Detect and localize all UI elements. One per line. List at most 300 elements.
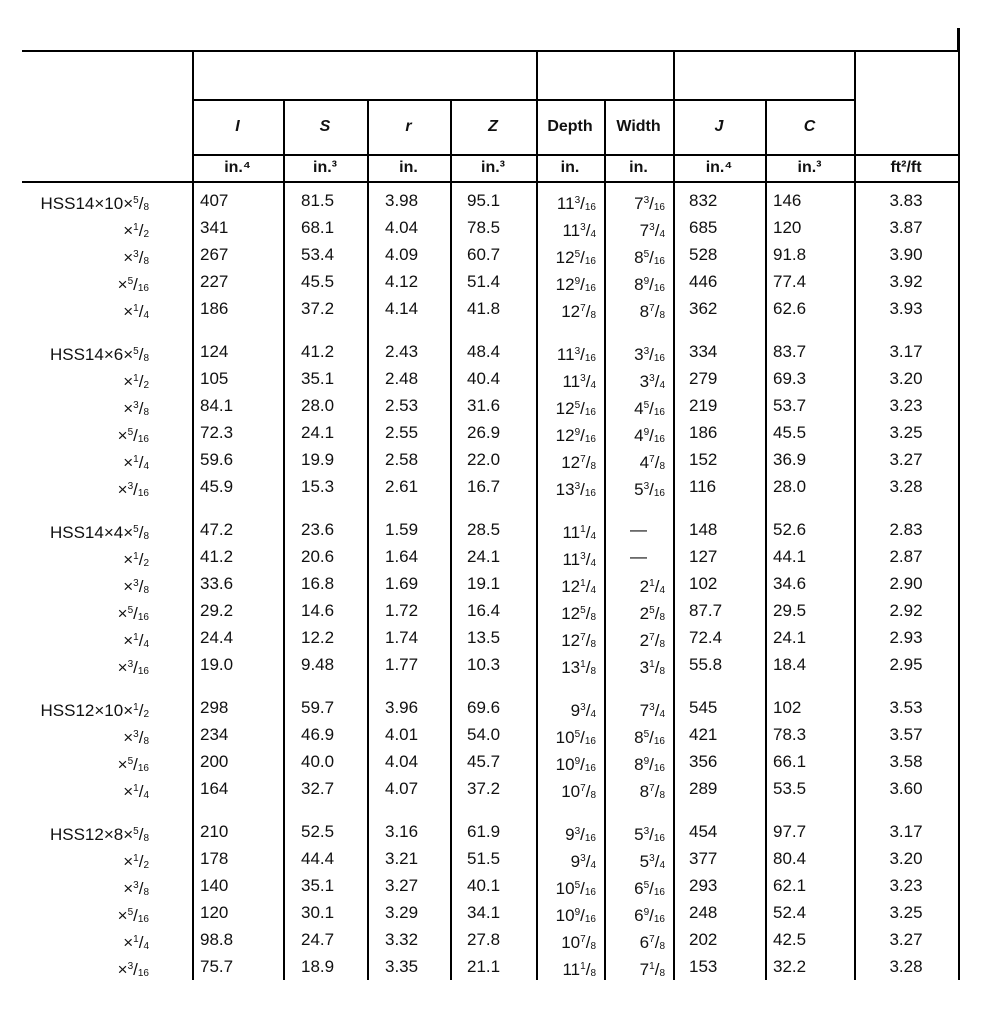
cell-r: 4.07 [385,779,419,798]
cell-I: 33.6 [200,574,234,593]
cell-Z: 34.1 [467,903,501,922]
cell-Z: 28.5 [467,520,501,539]
cell-Z: 13.5 [467,628,501,647]
cell-I: 105 [200,369,229,388]
cell-depth: $11^3/_{16}$ [556,345,596,364]
cell-depth: $12^7/_8$ [561,453,596,472]
cell-Z: 45.7 [467,752,501,771]
cell-I: 45.9 [200,477,234,496]
cell-I: 210 [200,822,229,841]
cell-Z: 10.3 [467,655,501,674]
cell-Z: 16.4 [467,601,501,620]
cell-r: 3.32 [385,930,419,949]
cell-area: 3.20 [889,849,923,868]
cell-area: 3.58 [889,752,923,771]
cell-width: $8^5/_{16}$ [634,248,665,267]
shape-cell: $\times^5/_{16}$ [117,906,149,925]
cell-J: 202 [689,930,718,949]
cell-C: 44.1 [773,547,807,566]
cell-S: 9.48 [301,655,335,674]
cell-depth: $12^7/_8$ [561,302,596,321]
cell-C: 53.5 [773,779,807,798]
cell-r: 4.12 [385,272,419,291]
cell-r: 1.69 [385,574,419,593]
cell-C: 120 [773,218,802,237]
cell-area: 3.25 [889,423,923,442]
cell-I: 84.1 [200,396,234,415]
cell-I: 234 [200,725,229,744]
cell-width: $8^9/_{16}$ [634,275,665,294]
cell-width: — [630,547,647,566]
symbol-rule [192,154,958,156]
cell-J: 377 [689,849,718,868]
cell-J: 685 [689,218,718,237]
table-row [0,520,958,547]
cell-I: 164 [200,779,229,798]
top-rule [22,50,958,52]
cell-J: 186 [689,423,718,442]
cell-area: 3.57 [889,725,923,744]
shape-cell: $\times^3/_{16}$ [117,960,149,979]
cell-C: 66.1 [773,752,807,771]
cell-area: 3.23 [889,876,923,895]
table-row [0,903,958,930]
cell-depth: $12^5/_{16}$ [555,248,596,267]
column-symbol: r [405,118,412,135]
cell-S: 45.5 [301,272,335,291]
cell-area: 2.95 [889,655,923,674]
cell-r: 4.14 [385,299,419,318]
cell-Z: 37.2 [467,779,501,798]
cell-r: 1.64 [385,547,419,566]
cell-J: 334 [689,342,718,361]
table-row [0,477,958,504]
cell-depth: $10^9/_{16}$ [555,906,596,925]
cell-J: 152 [689,450,718,469]
column-unit: in.³ [313,159,337,176]
cell-depth: $12^1/_4$ [561,577,596,596]
shape-cell: $HSS12\times 8\times^5/_8$ [49,825,149,844]
cell-C: 24.1 [773,628,807,647]
cell-depth: $11^3/_{16}$ [556,194,596,213]
cell-I: 98.8 [200,930,234,949]
table-row [0,822,958,849]
shape-cell: $\times^3/_8$ [123,728,149,747]
column-unit: in.⁴ [705,159,733,176]
cell-area: 3.60 [889,779,923,798]
cell-J: 362 [689,299,718,318]
cell-J: 545 [689,698,718,717]
cell-r: 3.27 [385,876,419,895]
table-row [0,698,958,725]
table-row [0,655,958,682]
cell-J: 102 [689,574,718,593]
header-bottom-rule [22,181,958,183]
cell-r: 2.61 [385,477,419,496]
cell-width: $5^3/_{16}$ [634,480,665,499]
cell-width: $7^3/_{16}$ [634,194,665,213]
table-row [0,423,958,450]
cell-r: 3.98 [385,191,419,210]
cell-J: 72.4 [689,628,723,647]
shape-cell: $HSS14\times 10\times^5/_8$ [40,194,149,213]
cell-Z: 26.9 [467,423,501,442]
cell-J: 832 [689,191,718,210]
cell-r: 4.04 [385,218,419,237]
cell-area: 3.28 [889,957,923,976]
column-symbol: Width [616,118,661,135]
table-row [0,272,958,299]
shape-cell: $HSS12\times 10\times^1/_2$ [40,701,149,720]
cell-I: 124 [200,342,229,361]
cell-Z: 69.6 [467,698,501,717]
cell-J: 289 [689,779,718,798]
cell-area: 3.23 [889,396,923,415]
cell-Z: 51.4 [467,272,501,291]
shape-cell: $\times^5/_{16}$ [117,604,149,623]
shape-cell: $\times^5/_{16}$ [117,755,149,774]
cell-area: 3.92 [889,272,923,291]
table-row [0,218,958,245]
cell-I: 120 [200,903,229,922]
cell-S: 24.1 [301,423,335,442]
cell-C: 91.8 [773,245,807,264]
cell-width: $7^1/_8$ [639,960,665,979]
cell-I: 227 [200,272,229,291]
column-unit: in.⁴ [224,159,251,176]
cell-C: 18.4 [773,655,807,674]
cell-area: 3.20 [889,369,923,388]
cell-depth: $12^9/_{16}$ [555,275,596,294]
shape-cell: $\times^1/_4$ [123,933,149,952]
table-row [0,930,958,957]
cell-C: 62.1 [773,876,807,895]
cell-Z: 95.1 [467,191,501,210]
cell-C: 62.6 [773,299,807,318]
cell-I: 140 [200,876,229,895]
table-row [0,779,958,806]
cell-J: 153 [689,957,718,976]
cell-I: 341 [200,218,229,237]
cell-S: 24.7 [301,930,335,949]
cell-depth: $9^3/_4$ [570,701,596,720]
cell-S: 35.1 [301,369,335,388]
shape-cell: $\times^1/_4$ [123,631,149,650]
cell-width: $7^3/_4$ [639,221,665,240]
cell-S: 32.7 [301,779,335,798]
cell-depth: $10^7/_8$ [561,782,596,801]
cell-width: $5^3/_{16}$ [634,825,665,844]
cell-width: $4^7/_8$ [639,453,665,472]
cell-width: $3^1/_8$ [639,658,665,677]
table-row [0,450,958,477]
cell-I: 75.7 [200,957,234,976]
cell-depth: $13^3/_{16}$ [555,480,596,499]
cell-S: 35.1 [301,876,335,895]
cell-Z: 31.6 [467,396,501,415]
shape-cell: $\times^3/_{16}$ [117,658,149,677]
column-symbol: S [319,118,331,135]
cell-J: 219 [689,396,718,415]
cell-J: 55.8 [689,655,723,674]
cell-Z: 22.0 [467,450,501,469]
cell-depth: $10^9/_{16}$ [555,755,596,774]
cell-width: $8^9/_{16}$ [634,755,665,774]
cell-r: 3.21 [385,849,419,868]
column-unit: in.³ [481,159,505,176]
cell-width: — [630,520,647,539]
cell-width: $3^3/_{16}$ [634,345,665,364]
cell-Z: 16.7 [467,477,501,496]
cell-C: 83.7 [773,342,807,361]
column-unit: in.³ [797,159,822,176]
cell-C: 97.7 [773,822,807,841]
cell-area: 2.87 [889,547,923,566]
table-row [0,299,958,326]
shape-cell: $HSS14\times 4\times^5/_8$ [49,523,149,542]
cell-S: 44.4 [301,849,335,868]
cell-Z: 48.4 [467,342,501,361]
cell-area: 3.93 [889,299,923,318]
cell-C: 53.7 [773,396,807,415]
column-unit: in. [399,159,418,176]
cell-I: 59.6 [200,450,234,469]
cell-C: 28.0 [773,477,807,496]
shape-cell: $\times^1/_4$ [123,302,149,321]
cell-J: 279 [689,369,718,388]
cell-C: 29.5 [773,601,807,620]
column-symbol: Z [488,118,498,135]
cell-area: 2.92 [889,601,923,620]
cell-depth: $11^1/_8$ [562,960,596,979]
cell-S: 59.7 [301,698,335,717]
cell-width: $8^5/_{16}$ [634,728,665,747]
cell-width: $2^5/_8$ [639,604,665,623]
cell-area: 3.27 [889,930,923,949]
cell-depth: $12^9/_{16}$ [555,426,596,445]
cell-J: 116 [689,477,717,496]
table-row [0,752,958,779]
shape-cell: $\times^5/_{16}$ [117,275,149,294]
cell-C: 36.9 [773,450,807,469]
cell-area: 3.83 [889,191,923,210]
cell-area: 2.83 [889,520,923,539]
column-symbol: I [235,118,240,135]
cell-S: 40.0 [301,752,335,771]
cell-Z: 27.8 [467,930,501,949]
cell-C: 42.5 [773,930,807,949]
cell-Z: 54.0 [467,725,501,744]
cell-depth: $12^5/_8$ [561,604,596,623]
cell-I: 407 [200,191,229,210]
cell-C: 45.5 [773,423,807,442]
cell-r: 2.58 [385,450,419,469]
cell-C: 34.6 [773,574,807,593]
table-row [0,876,958,903]
cell-I: 72.3 [200,423,234,442]
cell-C: 78.3 [773,725,807,744]
cell-I: 47.2 [200,520,234,539]
cell-depth: $13^1/_8$ [561,658,596,677]
cell-C: 146 [773,191,802,210]
column-unit: in. [629,159,648,176]
cell-C: 52.6 [773,520,807,539]
cell-Z: 78.5 [467,218,501,237]
shape-cell: $\times^3/_8$ [123,248,149,267]
shape-cell: $\times^1/_2$ [123,550,149,569]
cell-area: 3.25 [889,903,923,922]
cell-J: 421 [689,725,718,744]
cell-r: 1.74 [385,628,419,647]
cell-J: 293 [689,876,718,895]
cell-area: 2.93 [889,628,923,647]
cell-I: 19.0 [200,655,234,674]
cell-r: 2.53 [385,396,419,415]
cell-I: 178 [200,849,229,868]
cell-S: 16.8 [301,574,335,593]
table-row [0,369,958,396]
cell-S: 52.5 [301,822,335,841]
cell-r: 1.77 [385,655,419,674]
shape-cell: $\times^5/_{16}$ [117,426,149,445]
cell-C: 102 [773,698,802,717]
table-row [0,628,958,655]
shape-cell: $\times^3/_{16}$ [117,480,149,499]
cell-S: 46.9 [301,725,335,744]
cell-J: 87.7 [689,601,723,620]
cell-depth: $9^3/_{16}$ [565,825,596,844]
cell-width: $7^3/_4$ [639,701,665,720]
shape-cell: $\times^1/_4$ [123,453,149,472]
cell-r: 3.29 [385,903,419,922]
cell-depth: $10^7/_8$ [561,933,596,952]
cell-depth: $10^5/_{16}$ [555,879,596,898]
cell-Z: 51.5 [467,849,501,868]
cell-depth: $11^1/_4$ [562,523,596,542]
cell-area: 3.90 [889,245,923,264]
cell-Z: 24.1 [467,547,501,566]
table-row [0,245,958,272]
cell-width: $3^3/_4$ [639,372,665,391]
group-header-rule [192,99,854,101]
table-row [0,547,958,574]
cell-depth: $12^5/_{16}$ [555,399,596,418]
cell-area: 3.27 [889,450,923,469]
cell-J: 127 [689,547,718,566]
cell-S: 41.2 [301,342,335,361]
cell-S: 18.9 [301,957,335,976]
cell-Z: 40.4 [467,369,501,388]
cell-r: 4.01 [385,725,419,744]
cell-J: 356 [689,752,718,771]
shape-cell: $\times^1/_2$ [123,221,149,240]
cell-area: 3.53 [889,698,923,717]
cell-width: $6^5/_{16}$ [634,879,665,898]
cell-width: $5^3/_4$ [639,852,665,871]
column-symbol: C [803,118,816,135]
cell-depth: $10^5/_{16}$ [555,728,596,747]
cell-r: 4.04 [385,752,419,771]
shape-cell: $HSS14\times 6\times^5/_8$ [49,345,149,364]
cell-I: 298 [200,698,229,717]
cell-C: 80.4 [773,849,807,868]
cell-I: 186 [200,299,229,318]
shape-cell: $\times^3/_8$ [123,577,149,596]
cell-r: 1.59 [385,520,419,539]
cell-depth: $12^7/_8$ [561,631,596,650]
cell-S: 15.3 [301,477,335,496]
cell-S: 37.2 [301,299,335,318]
cell-width: $2^1/_4$ [639,577,665,596]
cell-S: 19.9 [301,450,335,469]
table-row [0,957,958,984]
table-row [0,396,958,423]
cell-S: 23.6 [301,520,335,539]
cell-S: 12.2 [301,628,335,647]
table-row [0,849,958,876]
table-row [0,574,958,601]
column-unit: ft²/ft [890,159,922,176]
shape-cell: $\times^1/_2$ [123,372,149,391]
cell-C: 32.2 [773,957,807,976]
cell-J: 148 [689,520,718,539]
cell-r: 3.96 [385,698,419,717]
cell-S: 30.1 [301,903,335,922]
cell-area: 3.17 [889,822,923,841]
cell-area: 3.28 [889,477,923,496]
cell-r: 3.35 [385,957,419,976]
column-symbol: J [714,118,724,135]
shape-cell: $\times^1/_4$ [123,782,149,801]
cell-S: 20.6 [301,547,335,566]
column-symbol: Depth [547,118,593,135]
cell-width: $8^7/_8$ [639,302,665,321]
cell-width: $6^9/_{16}$ [634,906,665,925]
cell-r: 2.43 [385,342,419,361]
cell-J: 248 [689,903,718,922]
column-unit: in. [560,159,580,176]
cell-Z: 21.1 [467,957,501,976]
cell-Z: 61.9 [467,822,501,841]
table-row [0,342,958,369]
cell-I: 24.4 [200,628,234,647]
cell-C: 69.3 [773,369,807,388]
cell-area: 3.87 [889,218,923,237]
cell-S: 28.0 [301,396,335,415]
cell-width: $6^7/_8$ [639,933,665,952]
cell-S: 14.6 [301,601,335,620]
cell-width: $4^5/_{16}$ [634,399,665,418]
cell-I: 29.2 [200,601,234,620]
shape-cell: $\times^3/_8$ [123,879,149,898]
cell-Z: 41.8 [467,299,501,318]
cell-Z: 60.7 [467,245,501,264]
cell-r: 3.16 [385,822,419,841]
cell-I: 41.2 [200,547,234,566]
table-row [0,191,958,218]
cell-area: 2.90 [889,574,923,593]
cell-r: 1.72 [385,601,419,620]
cell-J: 454 [689,822,718,841]
cell-Z: 19.1 [467,574,501,593]
shape-cell: $\times^1/_2$ [123,852,149,871]
cell-depth: $11^3/_4$ [562,550,596,569]
cell-r: 2.55 [385,423,419,442]
cell-Z: 40.1 [467,876,501,895]
cell-J: 446 [689,272,718,291]
cell-S: 81.5 [301,191,335,210]
cell-S: 68.1 [301,218,335,237]
